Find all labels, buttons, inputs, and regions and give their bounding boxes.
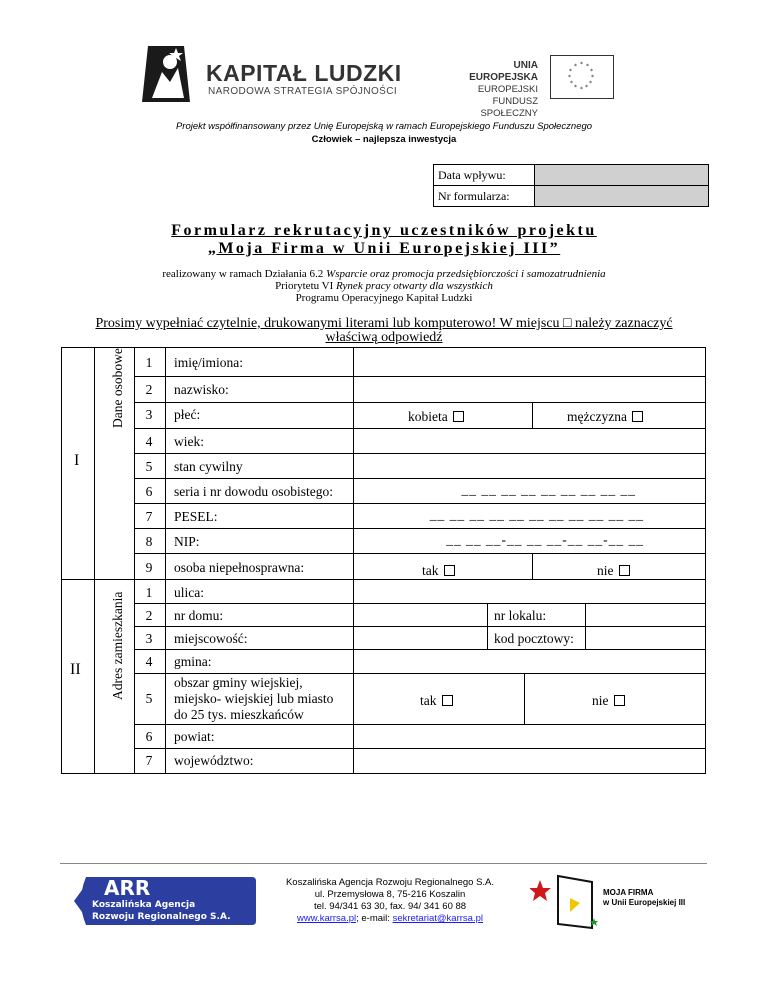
sub2-italic: Rynek pracy otwarty dla wszystkich <box>336 280 493 292</box>
yes-label: tak <box>420 693 437 708</box>
address-line2: ul. Przemysłowa 8, 75-216 Koszalin <box>314 889 466 900</box>
label-disability: osoba niepełnosprawna: <box>174 560 305 575</box>
svg-text:*: * <box>586 63 589 70</box>
subtitle-3: Programu Operacyjnego Kapitał Ludzki <box>295 292 473 304</box>
row-number: 5 <box>145 459 153 474</box>
address-line3: tel. 94/341 63 30, fax. 94/ 341 60 88 <box>313 901 467 912</box>
instructions-line2 <box>0 330 768 346</box>
svg-text:*: * <box>580 61 583 68</box>
grid-line <box>61 347 62 774</box>
row-number: 2 <box>145 608 153 623</box>
row-number: 6 <box>145 484 153 499</box>
svg-text:*: * <box>590 68 593 75</box>
grid-line <box>165 347 166 774</box>
arr-logo <box>72 873 258 929</box>
subtitle-2 <box>0 280 768 292</box>
checkbox-icon[interactable] <box>614 695 625 706</box>
row-number: 7 <box>145 509 153 524</box>
arr-text-2: Rozwoju Regionalnego S.A. <box>92 912 231 922</box>
rural-yes-option[interactable] <box>420 693 453 709</box>
form-number-label: Nr formularza: <box>434 186 535 207</box>
grid-line <box>532 402 533 429</box>
agency-address <box>270 877 510 925</box>
label-street: ulica: <box>174 585 204 600</box>
grid-line <box>134 673 706 674</box>
cofinancing-note: Projekt współfinansowany przez Unię Europejską w ramach Europejskiego Funduszu Społecznego <box>175 121 593 132</box>
checkbox-icon[interactable] <box>444 565 455 576</box>
female-label: kobieta <box>408 409 448 424</box>
section-2-title: Adres zamieszkania <box>110 591 125 700</box>
eu-flag-icon <box>550 55 614 99</box>
row-number: 8 <box>145 534 153 549</box>
label-pesel: PESEL: <box>174 509 218 524</box>
arr-text-1: Koszalińska Agencja <box>92 900 196 910</box>
eu-line3: FUNDUSZ SPOŁECZNY <box>480 96 538 119</box>
row-number: 6 <box>145 729 153 744</box>
label-last-name: nazwisko: <box>174 382 229 397</box>
sex-female-option[interactable] <box>408 409 464 425</box>
label-municipality: gmina: <box>174 654 212 669</box>
form-title <box>0 222 768 240</box>
email-prefix: ; e-mail: <box>356 913 393 924</box>
no-label: nie <box>597 563 614 578</box>
svg-text:*: * <box>569 68 572 75</box>
label-id-card: seria i nr dowodu osobistego: <box>174 484 333 499</box>
label-marital-status: stan cywilny <box>174 459 243 474</box>
grid-line <box>61 773 706 774</box>
project-title <box>0 240 768 258</box>
grid-line <box>134 478 706 479</box>
label-apartment-number: nr lokalu: <box>494 608 547 623</box>
sub2-plain: Priorytetu VI <box>275 280 337 292</box>
checkbox-icon[interactable] <box>619 565 630 576</box>
sub1-plain: realizowany w ramach Działania 6.2 <box>162 268 327 280</box>
grid-line <box>532 553 533 580</box>
date-field[interactable] <box>535 165 709 186</box>
instructions-text1: Prosimy wypełniać czytelnie, drukowanymi literami lub komputerowo! W miejscu □ należy zaznaczyć <box>95 316 673 331</box>
form-number-field[interactable] <box>535 186 709 207</box>
row-number: 4 <box>145 434 153 449</box>
checkbox-icon[interactable] <box>632 411 643 422</box>
street-field[interactable] <box>354 580 705 603</box>
svg-text:*: * <box>589 80 592 87</box>
apartment-number-field[interactable] <box>586 604 705 626</box>
rural-no-option[interactable] <box>592 693 625 709</box>
sex-male-option[interactable] <box>567 409 643 425</box>
svg-text:*: * <box>574 63 577 70</box>
voivodeship-field[interactable] <box>354 749 705 773</box>
intake-box <box>433 164 709 207</box>
label-rural-area <box>174 675 333 723</box>
rural-area-line2: miejsko- wiejskiej lub miasto <box>174 691 334 706</box>
postal-code-field[interactable] <box>586 627 705 649</box>
svg-text:*: * <box>585 84 588 91</box>
svg-text:*: * <box>591 74 594 81</box>
svg-text:*: * <box>568 74 571 81</box>
grid-line <box>134 528 706 529</box>
row-number: 9 <box>145 560 153 575</box>
yes-label: tak <box>422 563 439 578</box>
no-label: nie <box>592 693 609 708</box>
label-voivodeship: województwo: <box>174 753 254 768</box>
disability-no-option[interactable] <box>597 563 630 579</box>
footer-divider <box>60 863 707 864</box>
grid-line <box>524 673 525 725</box>
rural-area-line3: do 25 tys. mieszkańców <box>174 707 304 722</box>
kapital-ludzki-title: KAPITAŁ LUDZKI <box>206 60 402 86</box>
checkbox-icon[interactable] <box>442 695 453 706</box>
section-1-roman: I <box>74 452 80 469</box>
eu-title: UNIA EUROPEJSKA <box>469 60 538 83</box>
last-name-field[interactable] <box>354 377 705 402</box>
grid-line <box>134 503 706 504</box>
county-field[interactable] <box>354 725 705 748</box>
svg-text:*: * <box>580 86 583 93</box>
row-number: 5 <box>145 691 153 706</box>
label-age: wiek: <box>174 434 204 449</box>
grid-line <box>134 553 706 554</box>
label-sex: płeć: <box>174 407 201 422</box>
kapital-ludzki-subtitle: NARODOWA STRATEGIA SPÓJNOŚCI <box>208 86 398 97</box>
grid-line <box>94 347 95 774</box>
sub1-italic: Wsparcie oraz promocja przedsiębiorczości i samozatrudnienia <box>326 268 606 280</box>
svg-text:*: * <box>574 84 577 91</box>
address-line4 <box>270 913 510 925</box>
motto: Człowiek – najlepsza inwestycja <box>311 134 457 145</box>
disability-yes-option[interactable] <box>422 563 455 579</box>
eu-line2: EUROPEJSKI <box>477 84 538 95</box>
subtitle-1 <box>0 268 768 280</box>
instructions-text2: właściwą odpowiedź <box>325 330 443 345</box>
form-title-line2: „Moja Firma w Unii Europejskiej III” <box>207 240 561 257</box>
grid-line <box>487 603 488 650</box>
address-line1: Koszalińska Agencja Rozwoju Regionalnego S.A. <box>285 877 495 888</box>
section-1-title: Dane osobowe <box>110 348 125 428</box>
first-name-field[interactable] <box>354 348 705 376</box>
row-number: 1 <box>145 585 153 600</box>
section-2-roman: II <box>70 661 81 678</box>
kapital-ludzki-logo <box>140 42 192 106</box>
row-number: 3 <box>145 631 153 646</box>
label-city: miejscowość: <box>174 631 248 646</box>
row-number: 2 <box>145 382 153 397</box>
moja-firma-text <box>603 888 685 908</box>
nip-field[interactable]: __ __ __-__ __ __-__ __-__ __ <box>446 532 644 547</box>
label-county: powiat: <box>174 729 215 744</box>
date-label: Data wpływu: <box>434 165 535 186</box>
grid-line <box>353 347 354 774</box>
row-number: 3 <box>145 407 153 422</box>
marital-status-field[interactable] <box>354 454 705 478</box>
label-house-number: nr domu: <box>174 608 224 623</box>
grid-line <box>134 402 706 403</box>
grid-line <box>705 347 706 774</box>
moja-firma-line1: MOJA FIRMA <box>603 888 654 897</box>
row-number: 1 <box>145 355 153 370</box>
eu-label <box>446 60 538 120</box>
id-card-field[interactable]: __ __ __ __ __ __ __ __ __ <box>461 482 636 497</box>
moja-firma-line2: w Unii Europejskiej III <box>603 898 686 907</box>
row-number: 4 <box>145 654 153 669</box>
male-label: mężczyzna <box>567 409 627 424</box>
label-postal-code: kod pocztowy: <box>494 631 574 646</box>
email-link[interactable]: sekretariat@karrsa.pl <box>392 913 483 924</box>
form-title-line1: Formularz rekrutacyjny uczestników projektu <box>171 222 597 239</box>
checkbox-icon[interactable] <box>453 411 464 422</box>
row-number: 7 <box>145 753 153 768</box>
moja-firma-logo-icon <box>530 872 600 932</box>
age-field[interactable] <box>354 429 705 453</box>
svg-text:*: * <box>570 80 573 87</box>
pesel-field[interactable]: __ __ __ __ __ __ __ __ __ __ __ <box>429 507 644 522</box>
label-first-name: imię/imiona: <box>174 355 243 370</box>
rural-area-line1: obszar gminy wiejskiej, <box>174 675 303 690</box>
svg-text:ARR: ARR <box>104 876 151 900</box>
municipality-field[interactable] <box>354 650 705 673</box>
label-nip: NIP: <box>174 534 200 549</box>
website-link[interactable]: www.karrsa.pl <box>297 913 357 924</box>
